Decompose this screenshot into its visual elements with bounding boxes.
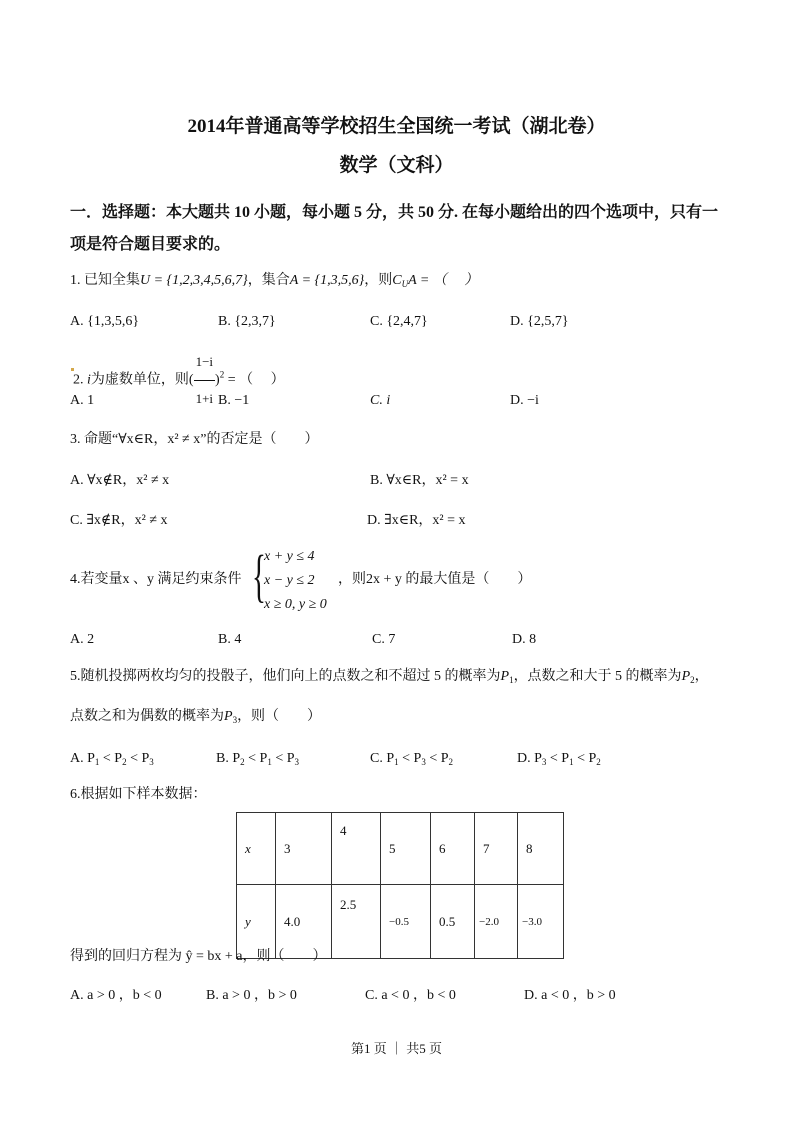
opt-sub: 3 xyxy=(294,757,299,767)
table-cell: 4.0 xyxy=(276,885,332,959)
q2-numerator: 1−i xyxy=(194,344,215,381)
q2-option-a[interactable]: A. 1 xyxy=(70,393,95,408)
question-1 xyxy=(70,274,478,289)
exam-subtitle: 数学（文科） xyxy=(339,155,454,176)
opt-text: A. P xyxy=(70,751,95,766)
question-2 xyxy=(73,344,285,417)
q1-option-c[interactable]: C. {2,4,7} xyxy=(370,314,428,329)
q4-option-a[interactable]: A. 2 xyxy=(70,632,95,647)
sample-data-table xyxy=(236,812,564,959)
q5-line1b: ，点数之和大于 5 的概率为 xyxy=(513,669,682,684)
q2-option-d[interactable]: D. −i xyxy=(510,393,539,408)
q3-option-b[interactable]: B. ∀x∈R，x² = x xyxy=(370,473,469,488)
q3-option-c[interactable]: C. ∃x∉R，x² ≠ x xyxy=(70,513,168,528)
q2-option-b[interactable]: B. −1 xyxy=(218,393,250,408)
q5-option-a[interactable] xyxy=(70,752,154,767)
q2-exp: 2 xyxy=(219,369,225,380)
opt-sub: 2 xyxy=(122,757,127,767)
q6-option-a[interactable]: A. a > 0 ，b < 0 xyxy=(70,988,162,1003)
opt-sub: 2 xyxy=(596,757,601,767)
table-cell: −3.0 xyxy=(518,885,564,959)
q1-set-u: U = {1,2,3,4,5,6,7} xyxy=(140,273,248,288)
table-cell: 6 xyxy=(431,813,475,885)
q5-line2b: ，则（ ） xyxy=(237,709,322,724)
opt-text: B. P xyxy=(216,751,241,766)
opt-sub: 1 xyxy=(94,757,100,767)
q5-option-d[interactable] xyxy=(517,752,601,767)
q4-option-c[interactable]: C. 7 xyxy=(372,632,396,647)
q5-s3: 3 xyxy=(232,715,238,725)
opt-text: < P xyxy=(546,751,570,766)
opt-text: < P xyxy=(126,751,150,766)
opt-text: < P xyxy=(271,751,295,766)
q5-s2: 2 xyxy=(690,675,695,685)
q1-text-b: ，集合 xyxy=(247,273,290,288)
q6-option-b[interactable]: B. a > 0 ，b > 0 xyxy=(206,988,297,1003)
q4-constraint-2: x − y ≤ 2 xyxy=(264,573,315,588)
question-3: 3. 命题“∀x∈R，x² ≠ x”的否定是（ ） xyxy=(70,432,319,447)
row-label-y: y xyxy=(237,885,276,959)
question-5-cont xyxy=(70,710,321,725)
q1-option-b[interactable]: B. {2,3,7} xyxy=(218,314,276,329)
table-cell: 7 xyxy=(475,813,518,885)
q4-constraint-1: x + y ≤ 4 xyxy=(264,549,315,564)
q2-fraction xyxy=(194,344,215,417)
q6-option-d[interactable]: D. a < 0 ，b > 0 xyxy=(524,988,616,1003)
table-cell: 8 xyxy=(518,813,564,885)
q6-regression: 得到的回归方程为 ŷ = bx + a，则（ ） xyxy=(70,949,327,964)
q2-num: 2. xyxy=(73,372,84,388)
q4-option-b[interactable]: B. 4 xyxy=(218,632,242,647)
q2-i: i xyxy=(87,372,91,388)
table-cell: −2.0 xyxy=(475,885,518,959)
opt-sub: 2 xyxy=(448,757,453,767)
question-5 xyxy=(70,670,709,685)
table-row-x xyxy=(237,813,564,885)
q5-p2: P xyxy=(681,669,691,684)
stray-mark xyxy=(71,368,74,371)
table-cell: 5 xyxy=(381,813,431,885)
table-cell: −0.5 xyxy=(381,885,431,959)
q1-option-a[interactable]: A. {1,3,5,6} xyxy=(70,314,140,329)
table-row-y xyxy=(237,885,564,959)
q5-p1: P xyxy=(500,669,510,684)
q4-text-b: ，则2x + y 的最大值是（ ） xyxy=(338,572,532,587)
q5-option-b[interactable] xyxy=(216,752,299,767)
q2-tail: ) xyxy=(215,372,220,388)
section-heading: 一．选择题：本大题共 10 小题，每小题 5 分，共 50 分. 在每小题给出的四个选项中，只有一 xyxy=(70,204,719,221)
q1-option-d[interactable]: D. {2,5,7} xyxy=(510,314,569,329)
q4-text: 4.若变量x 、y 满足约束条件 xyxy=(70,572,242,587)
q1-end: A = （ ） xyxy=(408,273,479,288)
q1-set-a: A = {1,3,5,6} xyxy=(289,273,365,288)
row-label-x: x xyxy=(237,813,276,885)
q5-line2: 点数之和为偶数的概率为 xyxy=(70,709,224,724)
q5-s1: 1 xyxy=(509,675,514,685)
opt-sub: 2 xyxy=(240,757,245,767)
opt-sub: 1 xyxy=(267,757,272,767)
q4-option-d[interactable]: D. 8 xyxy=(512,632,537,647)
opt-text: < P xyxy=(573,751,597,766)
q1-text-c: ，则 xyxy=(364,273,393,288)
opt-text: D. P xyxy=(517,751,542,766)
opt-sub: 1 xyxy=(394,757,399,767)
q2-option-c[interactable]: C. i xyxy=(370,393,391,408)
q5-p3: P xyxy=(224,709,233,724)
q2-denominator: 1+i xyxy=(195,391,214,406)
opt-text: < P xyxy=(425,751,449,766)
q5-line1c: ， xyxy=(694,669,709,684)
opt-sub: 3 xyxy=(149,757,154,767)
opt-text: < P xyxy=(244,751,268,766)
opt-sub: 3 xyxy=(421,757,426,767)
page-footer: 第1 页 ｜ 共5 页 xyxy=(350,1041,442,1056)
table-cell: 4 xyxy=(332,813,381,885)
q3-option-d[interactable]: D. ∃x∈R，x² = x xyxy=(367,513,466,528)
opt-text: C. P xyxy=(370,751,395,766)
section-heading-cont: 项是符合题目要求的。 xyxy=(70,236,231,253)
q3-option-a[interactable]: A. ∀x∉R，x² ≠ x xyxy=(70,473,170,488)
opt-sub: 1 xyxy=(569,757,574,767)
q1-text: 1. 已知全集 xyxy=(70,273,140,288)
opt-sub: 3 xyxy=(541,757,547,767)
q1-sub: U xyxy=(401,279,409,289)
q5-option-c[interactable] xyxy=(370,752,453,767)
table-cell: 3 xyxy=(276,813,332,885)
opt-text: < P xyxy=(99,751,123,766)
q2-text: 为虚数单位，则( xyxy=(90,372,194,388)
question-6: 6.根据如下样本数据： xyxy=(70,787,207,802)
brace-icon: { xyxy=(252,543,266,608)
q5-line1: 5.随机投掷两枚均匀的投骰子，他们向上的点数之和不超过 5 的概率为 xyxy=(70,669,501,684)
table-cell: 2.5 xyxy=(332,885,381,959)
exam-title: 2014年普通高等学校招生全国统一考试（湖北卷） xyxy=(187,116,606,137)
opt-text: < P xyxy=(398,751,422,766)
q2-end: = （ ） xyxy=(224,372,285,388)
q6-option-c[interactable]: C. a < 0 ，b < 0 xyxy=(365,988,456,1003)
q1-complement: C xyxy=(392,273,402,288)
q4-constraint-3: x ≥ 0, y ≥ 0 xyxy=(264,597,327,612)
table-cell: 0.5 xyxy=(431,885,475,959)
